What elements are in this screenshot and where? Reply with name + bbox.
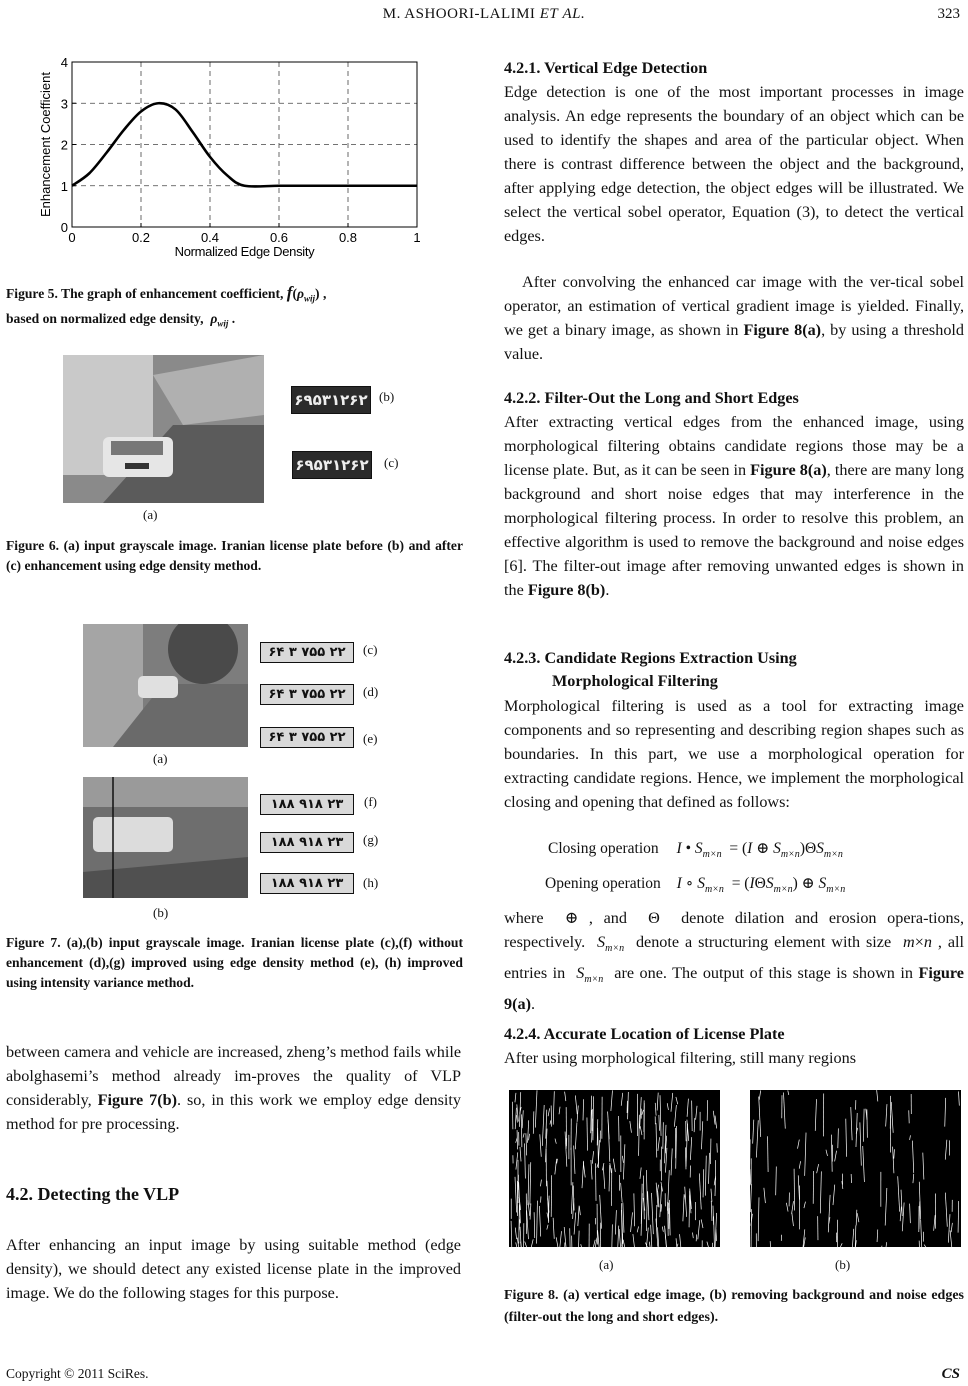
edge-stroke [863,1146,865,1182]
figure-8a-vertical-edge-image [509,1090,720,1247]
edge-stroke [548,1108,550,1116]
edge-stroke [613,1159,615,1172]
edge-stroke [860,1122,861,1165]
page-number: 323 [937,6,960,22]
street-scene-illustration [83,624,248,747]
edge-stroke [828,1195,830,1232]
edge-stroke [662,1227,663,1232]
edge-stroke [885,1188,887,1225]
edge-stroke [633,1234,635,1247]
edge-stroke [792,1213,794,1226]
edge-stroke [680,1234,681,1247]
header-al: AL. [562,6,586,22]
footer-journal: CS [941,1366,960,1382]
edge-stroke [959,1091,960,1105]
figure-7g-label: (g) [363,832,379,847]
closing-label: Closing operation [548,840,659,857]
running-header [0,6,968,23]
edge-stroke [714,1216,715,1247]
edge-stroke [753,1120,754,1144]
street-scene-illustration [63,355,264,503]
figure-7f-label: (f) [364,794,377,809]
edge-stroke [542,1105,544,1146]
edge-stroke [609,1165,610,1191]
edge-stroke [525,1143,526,1178]
edge-stroke [574,1146,575,1174]
edge-stroke [565,1092,566,1101]
figure-7f-plate: ۱۸۸ ۹۱۸ ۲۳ [260,794,354,815]
edge-stroke [623,1240,625,1247]
edge-stroke [696,1106,697,1120]
paragraph-text: After convolving the enhanced car image with the ver-tical sobel operator, an estimation of vertical gradient image is yielded. Finally, we get a binary image, as shown in Figure 8(a), by using a threshold value. [504,273,964,363]
edge-stroke [671,1093,673,1112]
edge-stroke [788,1090,789,1095]
section-4-2-1-heading: 4.2.1. Vertical Edge Detection [504,59,708,77]
edge-stroke [579,1206,580,1215]
left-paragraph-2: After enhancing an input image by using suitable method (edge density), we should detect any existed license plate in the improved image. We do the following stages for this purpose. [6,1236,461,1302]
edge-stroke [628,1092,629,1119]
edge-stroke [598,1230,600,1247]
figure-7h-label: (h) [363,875,379,890]
edge-stroke [649,1242,650,1247]
edge-stroke [631,1212,633,1232]
figure-7-caption: Figure 7. (a),(b) input grayscale image. Iranian license plate (c),(f) without enhancement (d),(g) improved using edge density method (e), (h) improved using intensity variance method. [6,935,463,990]
edge-stroke [817,1164,819,1173]
edge-stroke [640,1126,642,1135]
edge-stroke [516,1152,518,1169]
edge-stroke [574,1212,576,1234]
edge-stroke [685,1187,687,1217]
figure-8b-filtered-edge-image [750,1090,961,1247]
header-authors: M. ASHOORI-LALIMI [382,6,536,22]
edge-stroke [894,1149,895,1158]
edge-stroke [945,1193,947,1227]
edge-stroke [655,1103,656,1116]
edge-stroke [591,1096,592,1134]
edge-lines-b [750,1090,961,1247]
edge-stroke [526,1133,527,1155]
edge-stroke [934,1215,935,1231]
x-tick-label: 0 [68,230,76,245]
edge-stroke [863,1109,864,1142]
figure-6a-street-photo [63,355,264,503]
edge-stroke [575,1095,577,1114]
edge-stroke [534,1212,535,1238]
edge-stroke [621,1183,622,1202]
edge-stroke [517,1115,518,1122]
edge-stroke [913,1174,914,1183]
section-4-2-1-paragraph-1: Edge detection is one of the most important processes in image analysis. An edge represents the boundary of an object which can be used to identify the shapes and area of the particular object. When there is contrast difference between the object and the background, after applying edge detection, the object edges will be illustrated. We select the vertical sobel operator, Equation (3), to detect the vertical edges. [504,83,964,245]
edge-stroke [683,1194,684,1221]
edge-stroke [898,1176,900,1211]
edge-stroke [846,1119,847,1157]
figure-6c-label: (c) [384,455,399,470]
figure-5-caption-text: Figure 5. The graph of enhancement coefficient, $f(\rho_{wij})$ , based on normalized edge density, $\rho_{wij}$ . [6,283,327,329]
edge-stroke [661,1204,662,1211]
edge-stroke [676,1238,677,1247]
figure-7c-plate: ۶۴ ۳ ۷۵۵ ۲۲ [260,642,354,663]
edge-stroke [958,1201,959,1233]
edge-stroke [593,1096,594,1140]
edge-stroke [559,1107,560,1115]
edge-stroke [851,1107,852,1140]
section-4-2-1-paragraph-2 [504,270,964,366]
edge-stroke [713,1111,715,1125]
edge-stroke [699,1173,701,1209]
edge-stroke [852,1229,853,1247]
y-tick-label: 4 [60,55,68,70]
edge-stroke [527,1210,529,1239]
edge-stroke [611,1090,613,1111]
edge-stroke [621,1093,622,1106]
section-4-2-4-paragraph: After using morphological filtering, still many regions [504,1049,857,1067]
edge-stroke [900,1207,901,1222]
edge-stroke [637,1226,638,1232]
edge-stroke [657,1093,658,1111]
edge-stroke [581,1244,582,1247]
edge-stroke [531,1239,533,1247]
edge-stroke [886,1242,887,1247]
edge-stroke [707,1242,709,1247]
paragraph-text: where ⊕ , and Θ denote dilation and erosion opera-tions, respectively. $S_{m\times n}$ denote a structuring element with size m×n , all entries in $S_{m\times n}$ are one. The output of this stage is shown in Figure 9(a). [504,909,964,1014]
edge-stroke [539,1206,540,1237]
edge-stroke [667,1103,668,1110]
edge-stroke [951,1223,952,1232]
edge-stroke [553,1091,554,1124]
edge-stroke [756,1120,758,1157]
footer-copyright: Copyright © 2011 SciRes. [6,1366,149,1381]
edge-stroke [893,1147,894,1174]
edge-stroke [768,1136,769,1172]
edge-stroke [831,1135,832,1172]
edge-stroke [517,1238,518,1247]
figure-7b-street-photo [83,777,248,898]
figure-7a-street-photo [83,624,248,747]
edge-stroke [535,1090,537,1127]
edge-stroke [815,1099,816,1131]
edge-stroke [515,1228,516,1240]
edge-stroke [516,1242,517,1247]
x-axis-label: Normalized Edge Density [174,244,315,259]
edge-stroke [709,1153,710,1184]
edge-stroke [759,1090,760,1099]
y-tick-label: 2 [60,137,68,153]
edge-stroke [595,1238,597,1247]
edge-stroke [550,1120,551,1124]
edge-stroke [945,1098,946,1127]
edge-stroke [615,1210,616,1234]
edge-stroke [840,1243,842,1247]
edge-stroke [639,1115,640,1156]
edge-stroke [665,1228,667,1247]
edge-stroke [921,1220,922,1247]
edge-stroke [523,1133,524,1137]
figure-5-chart [20,50,440,265]
section-4-2-3-paragraph: Morphological filtering is used as a tool for extracting image components and so representing and describing region shapes such as boundaries. In this part, we use a morphological operation for extracting candidate regions. Hence, we implement the morphological closing and opening that defined as follows: [504,697,964,811]
edge-stroke [630,1121,632,1133]
edge-stroke [530,1203,531,1219]
figure-7e-label: (e) [363,731,378,746]
edge-stroke [759,1097,761,1137]
edge-stroke [520,1242,521,1247]
edge-stroke [548,1196,549,1223]
edge-stroke [910,1204,911,1223]
edge-stroke [619,1229,620,1247]
edge-stroke [820,1171,821,1213]
edge-stroke [623,1202,624,1232]
edge-stroke [547,1225,548,1230]
edge-stroke [690,1137,691,1160]
figure-8-caption: Figure 8. (a) vertical edge image, (b) removing background and noise edges (filter-out the long and short edges). [504,1288,964,1325]
edge-stroke [651,1193,653,1234]
figure-7h-plate: ۱۸۸ ۹۱۸ ۲۳ [260,873,354,894]
edge-stroke [856,1210,857,1226]
edge-stroke [525,1242,527,1247]
edge-stroke [640,1167,641,1178]
edge-stroke [530,1162,531,1204]
section-4-2-heading: 4.2. Detecting the VLP [6,1184,180,1204]
edge-stroke [622,1156,623,1163]
edge-stroke [669,1200,670,1235]
figure-7c-label: (c) [363,642,378,657]
left-paragraph-1: between camera and vehicle are increased, zheng’s method fails while abolghasemi’s method already im-proves the quality of VLP considerably, Figure 7(b). so, in this work we employ edge density method for pre processing. [6,1043,461,1133]
edge-stroke [776,1166,777,1195]
edge-stroke [571,1182,573,1214]
opening-equation: Opening operation I ∘ $S_{m\times n} = (I\Theta S_{m\times n})$ ⊕ $S_{m\times n}$ [545,875,846,896]
edge-stroke [694,1118,695,1132]
edge-stroke [705,1156,706,1196]
edge-stroke [711,1201,712,1221]
x-tick-label: 0.8 [338,230,358,245]
edge-stroke [651,1225,652,1247]
figure-6b-label: (b) [379,389,395,404]
edge-stroke [658,1137,660,1151]
edge-stroke [924,1245,926,1247]
opening-label: Opening operation [545,875,661,892]
edge-stroke [656,1123,657,1157]
edge-stroke [528,1164,529,1205]
x-tick-label: 1 [413,230,421,245]
figure-8a-label: (a) [599,1257,614,1272]
edge-stroke [805,1133,806,1176]
edge-stroke [804,1202,806,1209]
edge-stroke [786,1203,788,1212]
y-tick-label: 3 [60,96,68,112]
edge-stroke [660,1186,662,1217]
edge-stroke [579,1231,580,1247]
edge-stroke [587,1117,588,1150]
figure-8b-label: (b) [835,1257,851,1272]
figure-7g-plate: ۱۸۸ ۹۱۸ ۲۳ [260,832,354,853]
figure-6a-label: (a) [143,507,158,522]
edge-stroke [886,1104,887,1126]
figure-7e-plate: ۶۴ ۳ ۷۵۵ ۲۲ [260,727,354,748]
edge-stroke [555,1159,557,1175]
section-4-2-3-paragraph-2 [504,906,964,1016]
edge-lines-a [509,1090,720,1247]
edge-stroke [676,1097,678,1104]
edge-stroke [711,1189,712,1202]
edge-stroke [648,1192,649,1220]
edge-stroke [833,1185,835,1205]
edge-stroke [758,1197,759,1241]
edge-stroke [591,1160,592,1180]
edge-stroke [634,1193,635,1226]
edge-stroke [515,1177,517,1213]
edge-stroke [660,1095,661,1136]
edge-stroke [556,1237,558,1247]
edge-stroke [923,1153,924,1180]
figure-6c-plate: ۶۹۵۳۱۲۶۲ [292,451,372,479]
edge-stroke [794,1169,795,1211]
edge-stroke [950,1230,952,1247]
edge-stroke [826,1150,828,1156]
section-4-2-2-paragraph: After extracting vertical edges from the enhanced image, using morphological filtering obtains candidate regions those may be a license plate. But, as it can be seen in Figure 8(a), there are many long background and short noise edges that may interference in the morphological filtering process. In order to resolve this problem, an effective algorithm is used to remove the background and noise edges [6]. The filter-out image after removing unwanted edges is shown in the Figure 8(b). [504,413,964,599]
edge-stroke [784,1093,786,1129]
section-4-2-3-heading-line-1: 4.2.3. Candidate Regions Extraction Using [504,649,797,667]
edge-stroke [560,1231,562,1247]
edge-stroke [537,1201,538,1244]
section-4-2-2-heading: 4.2.2. Filter-Out the Long and Short Edges [504,389,799,407]
edge-stroke [515,1093,516,1102]
edge-stroke [877,1230,878,1242]
edge-stroke [610,1163,612,1173]
edge-stroke [912,1141,913,1173]
edge-stroke [612,1224,613,1247]
edge-stroke [623,1144,624,1179]
edge-stroke [902,1202,904,1231]
edge-stroke [692,1232,693,1238]
edge-stroke [698,1220,700,1239]
edge-stroke [578,1206,579,1226]
figure-6b-plate: ۶۹۵۳۱۲۶۲ [291,386,371,414]
figure-7d-label: (d) [363,684,379,699]
edge-stroke [642,1110,644,1115]
section-4-2-4-heading: 4.2.4. Accurate Location of License Plate [504,1025,785,1043]
edge-stroke [685,1147,686,1169]
edge-stroke [798,1140,800,1149]
edge-stroke [701,1219,703,1228]
edge-stroke [671,1148,672,1175]
edge-stroke [511,1221,512,1247]
edge-stroke [948,1214,950,1242]
edge-stroke [533,1111,534,1133]
edge-stroke [674,1105,676,1127]
edge-stroke [799,1161,800,1169]
y-tick-label: 1 [60,178,68,194]
figure-7d-plate: ۶۴ ۳ ۷۵۵ ۲۲ [260,684,354,705]
edge-stroke [592,1151,593,1164]
edge-stroke [603,1166,605,1189]
edge-stroke [792,1201,794,1214]
edge-stroke [555,1139,556,1144]
edge-stroke [891,1102,893,1133]
edge-stroke [618,1226,619,1247]
edge-stroke [703,1169,704,1197]
edge-stroke [764,1188,765,1203]
figure-6-caption: Figure 6. (a) input grayscale image. Iranian license plate before (b) and after (c) enhancement using edge density method. [6,538,463,573]
edge-stroke [857,1213,859,1222]
edge-stroke [553,1218,554,1239]
edge-stroke [910,1135,911,1140]
parking-scene-illustration [83,777,248,898]
x-tick-label: 0.6 [269,230,289,245]
x-tick-label: 0.4 [200,230,220,245]
edge-stroke [877,1090,878,1101]
edge-stroke [593,1240,595,1247]
figure-7a-label: (a) [153,751,168,766]
figure-7b-label: (b) [153,905,169,920]
section-4-2-3-heading-line-2: Morphological Filtering [552,672,718,690]
edge-stroke [582,1161,584,1188]
edge-stroke [522,1110,523,1128]
edge-stroke [529,1134,530,1141]
x-tick-label: 0.2 [131,230,151,245]
header-et: ET [539,6,559,22]
edge-stroke [540,1134,541,1157]
edge-stroke [583,1099,584,1120]
edge-stroke [750,1184,751,1212]
y-axis-label: Enhancement Coefficient [38,71,53,218]
edge-stroke [657,1185,658,1192]
edge-stroke [540,1180,541,1187]
figure-5-caption [6,283,463,333]
edge-stroke [520,1147,521,1161]
edge-stroke [687,1099,688,1117]
edge-stroke [643,1176,644,1220]
edge-stroke [575,1122,577,1149]
edge-stroke [515,1108,516,1129]
edge-stroke [838,1128,839,1148]
edge-stroke [835,1151,837,1162]
edge-stroke [659,1115,660,1131]
edge-stroke [646,1170,647,1200]
y-tick-label: 0 [60,220,68,235]
edge-stroke [715,1116,717,1129]
edge-stroke [701,1121,702,1149]
edge-stroke [945,1140,947,1160]
closing-equation: Closing operation I • $S_{m\times n} = (I$ ⊕ $S_{m\times n})\Theta S_{m\times n}$ [548,840,843,861]
edge-stroke [716,1229,717,1241]
